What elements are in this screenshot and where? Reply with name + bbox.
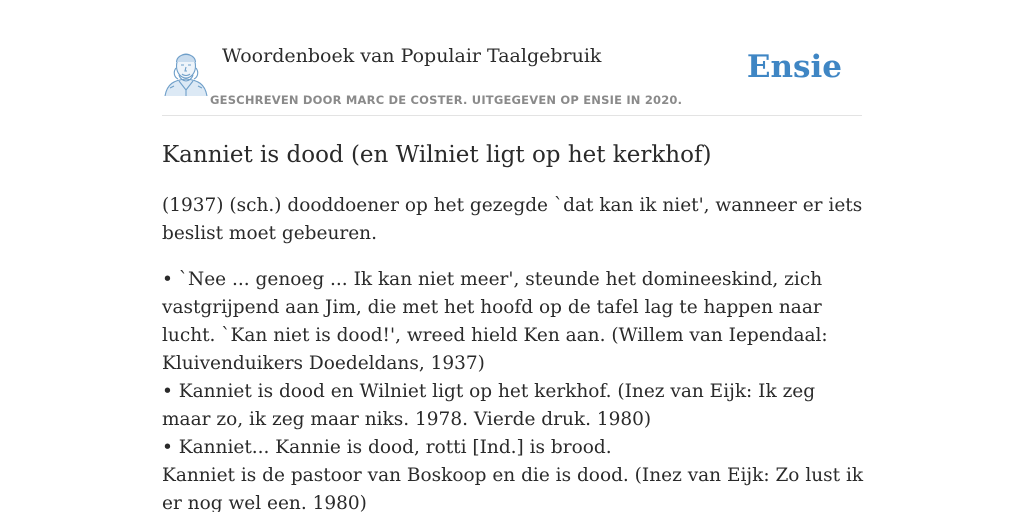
citations (162, 266, 866, 512)
citation-item: • `Nee ... genoeg ... Ik kan niet meer', steunde het domineeskind, zich vastgrijpend aan Jim, die met het hoofd op de tafel lag te happen naar lucht. `Kan niet is dood!', wreed hield Ken aan. (Willem van Iependaal: Kluivenduikers Doedeldans, 1937) (162, 269, 828, 374)
citation-item: • Kanniet... Kannie is dood, rotti [Ind.] is brood. (162, 437, 612, 458)
book-title[interactable]: Woordenboek van Populair Taalgebruik (222, 45, 602, 67)
byline: GESCHREVEN DOOR MARC DE COSTER. UITGEGEVEN OP ENSIE IN 2020. (210, 93, 683, 107)
citation-item: Kanniet is de pastoor van Boskoop en die is dood. (Inez van Eijk: Zo lust ik er nog wel een. 1980) (162, 465, 864, 512)
author-portrait-icon (162, 46, 210, 96)
entry-title: Kanniet is dood (en Wilniet ligt op het kerkhof) (162, 142, 712, 168)
citation-item: • Kanniet is dood en Wilniet ligt op het kerkhof. (Inez van Eijk: Ik zeg maar zo, ik zeg maar niks. 1978. Vierde druk. 1980) (162, 381, 816, 430)
header (162, 40, 862, 116)
entry-definition: (1937) (sch.) dooddoener op het gezegde `dat kan ik niet', wanneer er iets beslist moet gebeuren. (162, 195, 863, 244)
entry-content (162, 138, 866, 512)
brand-logo[interactable]: Ensie (746, 49, 842, 85)
